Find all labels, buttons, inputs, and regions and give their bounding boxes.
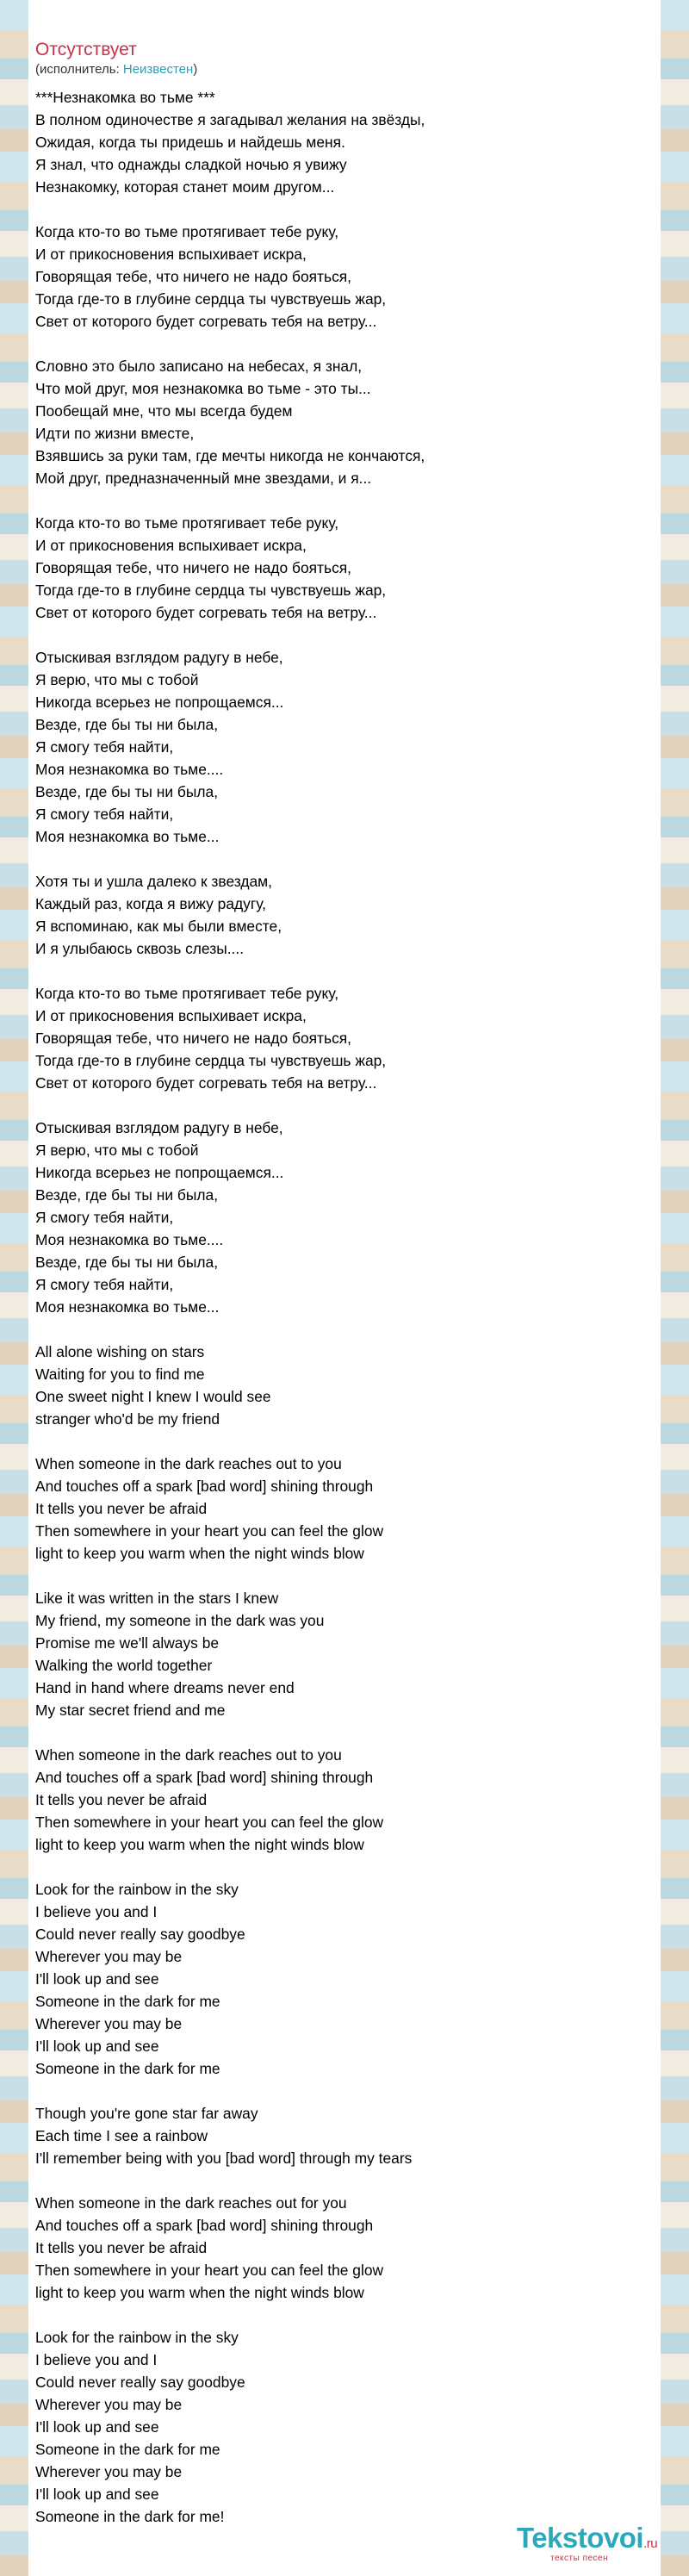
lyric-line: When someone in the dark reaches out for you (35, 2194, 347, 2212)
logo-text: Tekstovoi (517, 2522, 644, 2554)
lyrics-stanza (35, 1744, 651, 1856)
lyric-line: Ожидая, когда ты придешь и найдешь меня. (35, 134, 345, 151)
lyric-line: Везде, где бы ты ни была, (35, 716, 219, 733)
lyric-line: Идти по жизни вместе, (35, 425, 195, 442)
lyrics-stanza (35, 2326, 651, 2528)
lyric-line: My friend, my someone in the dark was you (35, 1612, 325, 1629)
lyric-line: All alone wishing on stars (35, 1343, 205, 1360)
lyric-line: Тогда где-то в глубине сердца ты чувствуешь жар, (35, 290, 387, 308)
lyric-line: И от прикосновения вспыхивает искра, (35, 1007, 307, 1024)
lyric-line: Незнакомку, которая станет моим другом... (35, 178, 335, 196)
lyric-line: Никогда всерьез не попрощаемся... (35, 1164, 284, 1181)
lyric-line: Wherever you may be (35, 1948, 183, 1965)
lyric-line: Wherever you may be (35, 2015, 183, 2032)
lyrics-stanza (35, 221, 651, 333)
lyric-line: Пообещай мне, что мы всегда будем (35, 402, 293, 420)
lyric-line: And touches off a spark [bad word] shining through (35, 2217, 374, 2234)
lyric-line: Each time I see a rainbow (35, 2127, 208, 2144)
lyric-line: Когда кто-то во тьме протягивает тебе руку, (35, 985, 339, 1002)
lyric-line: Отыскивая взглядом радугу в небе, (35, 1119, 283, 1136)
lyric-line: Говорящая тебе, что ничего не надо бояться, (35, 559, 352, 576)
lyric-line: I'll look up and see (35, 1970, 159, 1988)
lyric-line: Свет от которого будет согревать тебя на ветру... (35, 1074, 377, 1092)
lyric-line: Свет от которого будет согревать тебя на ветру... (35, 604, 377, 621)
lyric-line: Wherever you may be (35, 2463, 183, 2480)
lyric-line: Someone in the dark for me (35, 1993, 220, 2010)
page-column (28, 0, 661, 2576)
lyric-line: Я верю, что мы с тобой (35, 671, 199, 688)
lyric-line: Хотя ты и ушла далеко к звездам, (35, 873, 272, 890)
lyric-line: I'll look up and see (35, 2038, 159, 2055)
lyric-line: Я смогу тебя найти, (35, 738, 174, 756)
lyric-line: Я вспоминаю, как мы были вместе, (35, 918, 282, 935)
lyric-line: Моя незнакомка во тьме.... (35, 761, 224, 778)
lyric-line: Someone in the dark for me (35, 2060, 220, 2077)
lyric-line: Моя незнакомка во тьме... (35, 1298, 220, 1316)
lyrics-stanza (35, 1117, 651, 1318)
lyric-line: Когда кто-то во тьме протягивает тебе руку, (35, 223, 339, 240)
lyric-line: Could never really say goodbye (35, 2374, 245, 2391)
lyric-line: It tells you never be afraid (35, 2239, 208, 2256)
lyric-line: Когда кто-то во тьме протягивает тебе руку, (35, 514, 339, 532)
lyric-line: light to keep you warm when the night winds blow (35, 2284, 364, 2301)
lyric-line: Though you're gone star far away (35, 2105, 258, 2122)
lyric-line: И я улыбаюсь сквозь слезы.... (35, 940, 245, 957)
lyric-line: Wherever you may be (35, 2396, 183, 2413)
lyric-line: Везде, где бы ты ни была, (35, 1254, 219, 1271)
lyric-line: Мой друг, предназначенный мне звездами, и я... (35, 470, 372, 487)
lyrics-stanza (35, 1453, 651, 1565)
lyric-line: Could never really say goodbye (35, 1926, 245, 1943)
lyric-line: It tells you never be afraid (35, 1500, 208, 1517)
lyric-line: stranger who'd be my friend (35, 1410, 220, 1428)
lyric-line: Someone in the dark for me (35, 2441, 220, 2458)
lyric-line: My star secret friend and me (35, 1702, 226, 1719)
lyric-line: I'll look up and see (35, 2486, 159, 2503)
lyric-line: Promise me we'll always be (35, 1634, 220, 1652)
lyric-line: Везде, где бы ты ни была, (35, 783, 219, 800)
lyric-line: Someone in the dark for me! (35, 2508, 225, 2525)
lyric-line: Тогда где-то в глубине сердца ты чувствуешь жар, (35, 1052, 387, 1069)
lyrics-stanza (35, 355, 651, 489)
lyric-line: Waiting for you to find me (35, 1366, 205, 1383)
lyric-line: Look for the rainbow in the sky (35, 2329, 239, 2346)
lyric-line: Словно это было записано на небесах, я знал, (35, 358, 363, 375)
lyric-line: I'll remember being with you [bad word] through my tears (35, 2150, 413, 2167)
lyrics-stanza (35, 870, 651, 960)
logo-tld: .ru (643, 2536, 658, 2551)
lyric-line: Walking the world together (35, 1657, 213, 1674)
lyric-line: Везде, где бы ты ни была, (35, 1186, 219, 1204)
lyrics-stanza (35, 1587, 651, 1721)
lyrics-body (35, 86, 651, 2550)
lyrics-stanza (35, 512, 651, 624)
lyric-line: Никогда всерьез не попрощаемся... (35, 694, 284, 711)
lyric-line: Я верю, что мы с тобой (35, 1142, 199, 1159)
lyric-line: When someone in the dark reaches out to you (35, 1455, 342, 1472)
lyric-line: Я смогу тебя найти, (35, 806, 174, 823)
lyrics-stanza (35, 1878, 651, 2080)
lyric-line: Говорящая тебе, что ничего не надо бояться, (35, 268, 352, 285)
lyrics-stanza (35, 646, 651, 848)
lyric-line: I believe you and I (35, 2351, 158, 2368)
artist-prefix: (исполнитель: (35, 62, 123, 77)
lyric-line: I believe you and I (35, 1903, 158, 1920)
lyric-line: Моя незнакомка во тьме... (35, 828, 220, 845)
artist-line (35, 62, 197, 78)
lyric-line: Что мой друг, моя незнакомка во тьме - это ты... (35, 380, 371, 397)
lyric-line: light to keep you warm when the night winds blow (35, 1836, 364, 1853)
lyric-line: Я смогу тебя найти, (35, 1209, 174, 1226)
lyric-line: Then somewhere in your heart you can feel the glow (35, 1814, 384, 1831)
lyrics-stanza (35, 2102, 651, 2169)
lyric-line: Like it was written in the stars I knew (35, 1590, 279, 1607)
lyric-line: Каждый раз, когда я вижу радугу, (35, 895, 266, 912)
lyric-line: Моя незнакомка во тьме.... (35, 1231, 224, 1248)
lyric-line: И от прикосновения вспыхивает искра, (35, 246, 307, 263)
lyric-line: Hand in hand where dreams never end (35, 1679, 295, 1696)
lyric-line: Я смогу тебя найти, (35, 1276, 174, 1293)
lyric-line: When someone in the dark reaches out to you (35, 1746, 342, 1764)
lyric-line: Свет от которого будет согревать тебя на ветру... (35, 313, 377, 330)
lyric-line: Я знал, что однажды сладкой ночью я увижу (35, 156, 347, 173)
lyric-line: Then somewhere in your heart you can feel the glow (35, 2262, 384, 2279)
lyric-line: And touches off a spark [bad word] shining through (35, 1769, 374, 1786)
lyrics-stanza (35, 86, 651, 198)
artist-link[interactable]: Неизвестен (122, 62, 194, 77)
lyric-line: light to keep you warm when the night winds blow (35, 1545, 364, 1562)
lyric-line: And touches off a spark [bad word] shining through (35, 1478, 374, 1495)
lyric-line: One sweet night I knew I would see (35, 1388, 271, 1405)
song-title: Отсутствует (35, 40, 137, 59)
lyric-line: Look for the rainbow in the sky (35, 1881, 239, 1898)
lyric-line: И от прикосновения вспыхивает искра, (35, 537, 307, 554)
lyric-line: It tells you never be afraid (35, 1791, 208, 1808)
lyric-line: В полном одиночестве я загадывал желания на звёзды, (35, 111, 425, 128)
lyrics-stanza (35, 2192, 651, 2304)
logo-tagline: тексты песен (550, 2554, 609, 2563)
lyric-line: ***Незнакомка во тьме *** (35, 89, 215, 106)
lyric-line: Отыскивая взглядом радугу в небе, (35, 649, 283, 666)
lyrics-stanza (35, 1341, 651, 1430)
lyrics-stanza (35, 982, 651, 1094)
lyric-line: Тогда где-то в глубине сердца ты чувствуешь жар, (35, 582, 387, 599)
lyric-line: Говорящая тебе, что ничего не надо бояться, (35, 1030, 352, 1047)
lyric-line: Then somewhere in your heart you can feel the glow (35, 1522, 384, 1540)
artist-suffix: ) (193, 62, 198, 77)
lyric-line: Взявшись за руки там, где мечты никогда не кончаются, (35, 447, 425, 464)
lyric-line: I'll look up and see (35, 2418, 159, 2436)
